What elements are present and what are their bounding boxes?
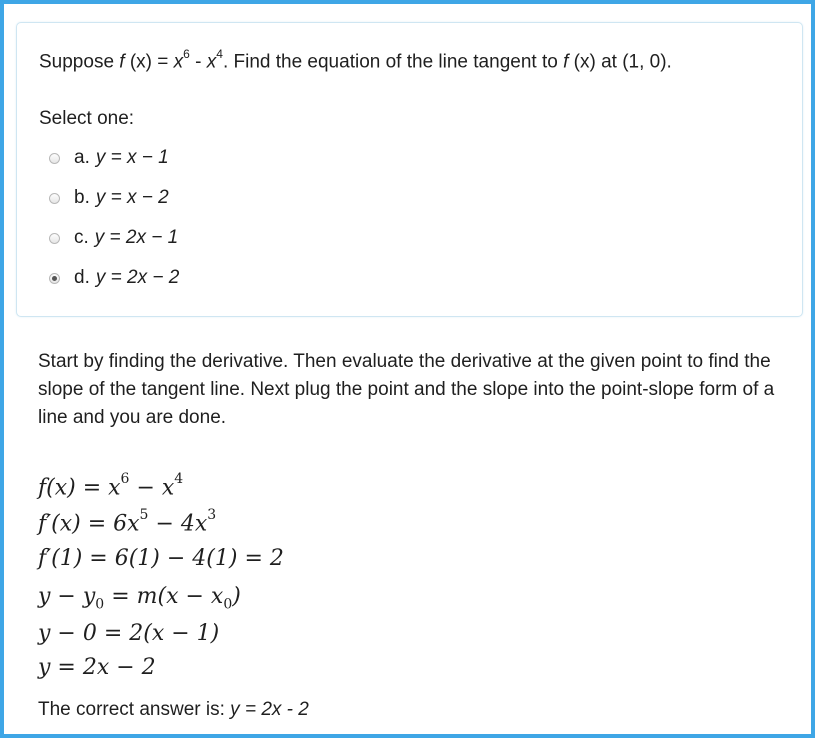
option-b-label: y = x − 2 — [95, 187, 169, 208]
option-a-label: y = x − 1 — [95, 147, 169, 168]
math-step-4: $y - y_0 = m(x - x_0)$ — [38, 584, 241, 613]
radio-option-c[interactable] — [49, 233, 60, 244]
correct-answer: The correct answer is: y = 2x - 2 — [38, 699, 309, 720]
math-step-1: $f(x) = x^6 - x^4$ — [38, 471, 184, 501]
select-one-label: Select one: — [39, 108, 135, 129]
feedback-explanation: Start by finding the derivative. Then evaluate the derivative at the given point to find the slope of the tangent line. Next plug the point and the slope into the point-slope form of a line and you are done. — [38, 351, 775, 428]
radio-option-a[interactable] — [49, 153, 60, 164]
question-card — [16, 22, 803, 317]
option-b[interactable]: b. y = x − 2 — [49, 185, 169, 211]
radio-option-b[interactable] — [49, 193, 60, 204]
option-c-label: y = 2x − 1 — [94, 227, 179, 248]
option-d-label: y = 2x − 2 — [95, 267, 180, 288]
math-step-5: y − 0 = 2(x − 1) — [38, 621, 220, 646]
math-step-6: y = 2x − 2 — [38, 655, 156, 680]
radio-option-d[interactable] — [49, 273, 60, 284]
option-c[interactable]: c. y = 2x − 1 — [49, 225, 178, 251]
question-text: Suppose f $(x) = x^6 - x^4$. Find the equation of the line tangent to f (x) at (1, 0). — [39, 47, 672, 73]
math-step-2: $f'(x) = 6x^5 - 4x^3$ — [38, 507, 217, 537]
option-d[interactable]: d. y = 2x − 2 — [49, 265, 179, 291]
option-a[interactable]: a. y = x − 1 — [49, 145, 169, 171]
math-step-3: f′(1) = 6(1) − 4(1) = 2 — [38, 546, 284, 571]
